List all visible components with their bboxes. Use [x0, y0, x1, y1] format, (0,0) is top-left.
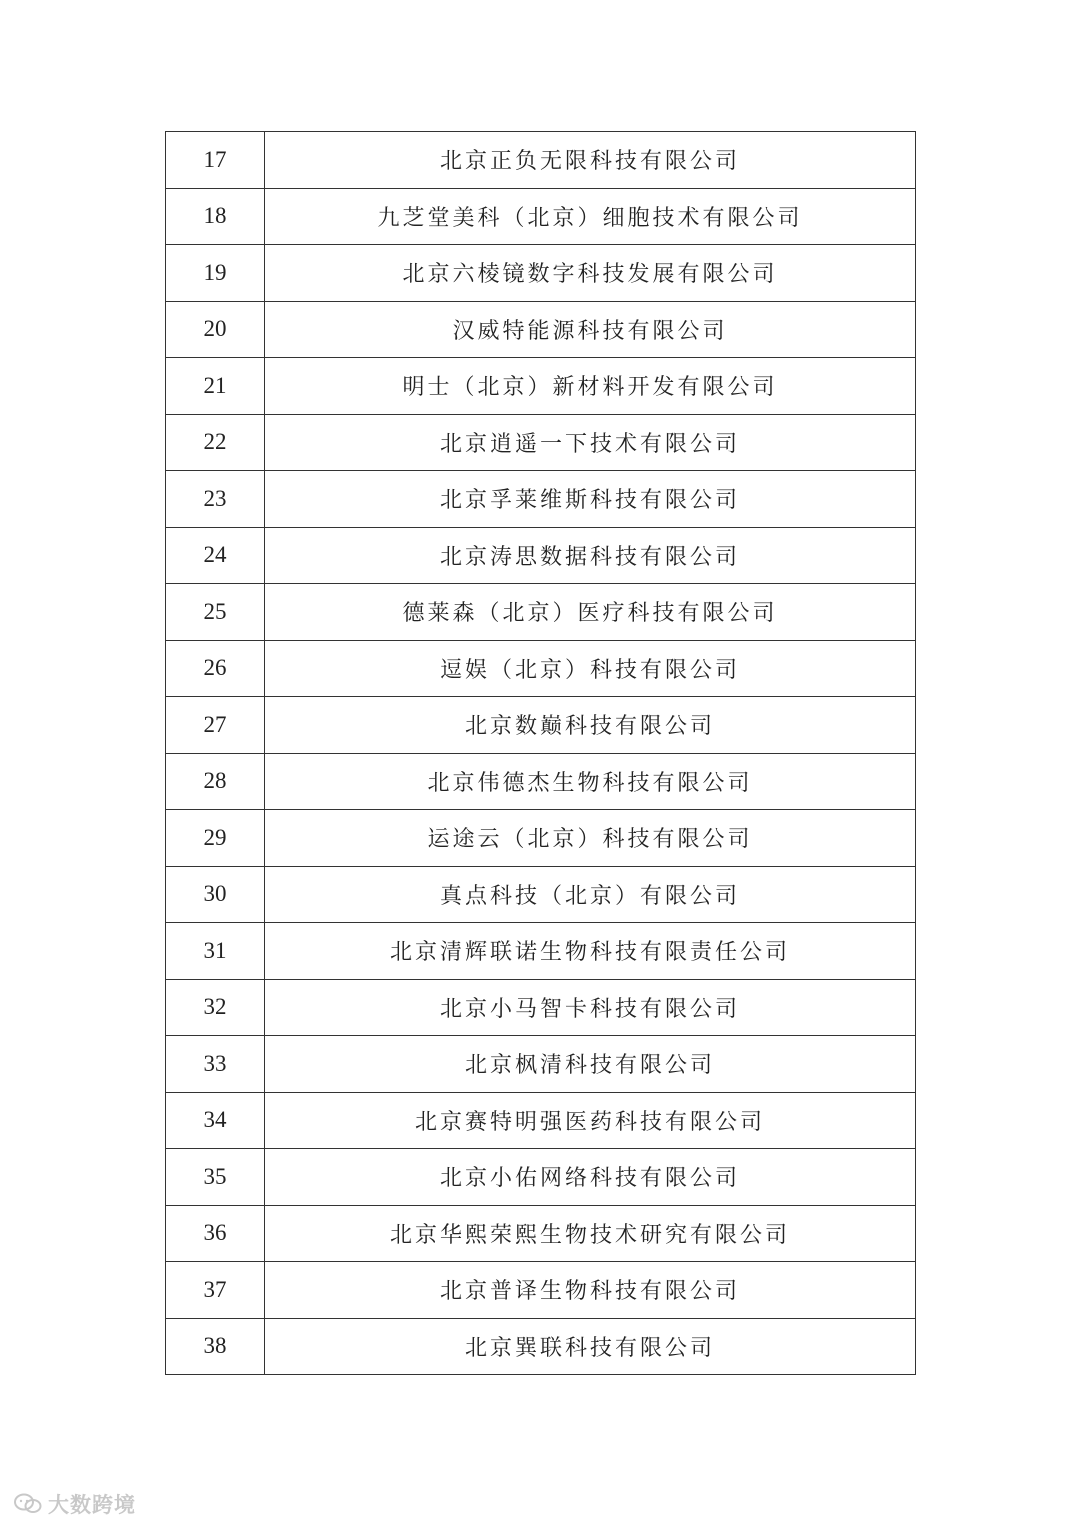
- row-number: 21: [166, 358, 265, 415]
- table-row: [166, 301, 916, 358]
- company-name: 九芝堂美科（北京）细胞技术有限公司: [265, 188, 916, 245]
- table-row: [166, 697, 916, 754]
- table-row: [166, 1036, 916, 1093]
- company-name: 北京普译生物科技有限公司: [265, 1262, 916, 1319]
- company-name: 北京六棱镜数字科技发展有限公司: [265, 245, 916, 302]
- table-row: [166, 1262, 916, 1319]
- row-number: 37: [166, 1262, 265, 1319]
- table-row: [166, 132, 916, 189]
- company-name: 明士（北京）新材料开发有限公司: [265, 358, 916, 415]
- row-number: 17: [166, 132, 265, 189]
- table-row: [166, 358, 916, 415]
- table-row: [166, 188, 916, 245]
- company-name: 北京小佑网络科技有限公司: [265, 1149, 916, 1206]
- watermark-text: 大数跨境: [48, 1493, 136, 1517]
- row-number: 18: [166, 188, 265, 245]
- row-number: 33: [166, 1036, 265, 1093]
- watermark: [14, 1489, 136, 1519]
- row-number: 38: [166, 1318, 265, 1375]
- row-number: 25: [166, 584, 265, 641]
- row-number: 35: [166, 1149, 265, 1206]
- company-list-table: [165, 131, 916, 1375]
- company-name: 真点科技（北京）有限公司: [265, 866, 916, 923]
- company-name: 汉威特能源科技有限公司: [265, 301, 916, 358]
- row-number: 29: [166, 810, 265, 867]
- row-number: 30: [166, 866, 265, 923]
- row-number: 23: [166, 471, 265, 528]
- table-row: [166, 245, 916, 302]
- row-number: 32: [166, 979, 265, 1036]
- company-name: 北京数巅科技有限公司: [265, 697, 916, 754]
- company-name: 北京小马智卡科技有限公司: [265, 979, 916, 1036]
- table-row: [166, 923, 916, 980]
- table-row: [166, 1092, 916, 1149]
- company-name: 北京赛特明强医药科技有限公司: [265, 1092, 916, 1149]
- company-name: 北京伟德杰生物科技有限公司: [265, 753, 916, 810]
- company-name: 北京逍遥一下技术有限公司: [265, 414, 916, 471]
- table-row: [166, 584, 916, 641]
- wechat-logo-icon: [14, 1493, 42, 1515]
- company-name: 德莱森（北京）医疗科技有限公司: [265, 584, 916, 641]
- company-name: 北京孚莱维斯科技有限公司: [265, 471, 916, 528]
- company-name: 北京清辉联诺生物科技有限责任公司: [265, 923, 916, 980]
- row-number: 28: [166, 753, 265, 810]
- row-number: 20: [166, 301, 265, 358]
- row-number: 31: [166, 923, 265, 980]
- company-name: 逗娱（北京）科技有限公司: [265, 640, 916, 697]
- company-name: 北京正负无限科技有限公司: [265, 132, 916, 189]
- company-name: 北京巽联科技有限公司: [265, 1318, 916, 1375]
- row-number: 22: [166, 414, 265, 471]
- company-name: 北京枫清科技有限公司: [265, 1036, 916, 1093]
- row-number: 26: [166, 640, 265, 697]
- table-row: [166, 753, 916, 810]
- company-name: 运途云（北京）科技有限公司: [265, 810, 916, 867]
- company-name: 北京涛思数据科技有限公司: [265, 527, 916, 584]
- table-row: [166, 810, 916, 867]
- table-row: [166, 1318, 916, 1375]
- row-number: 19: [166, 245, 265, 302]
- row-number: 24: [166, 527, 265, 584]
- table-row: [166, 527, 916, 584]
- table-row: [166, 414, 916, 471]
- table-row: [166, 866, 916, 923]
- table-body: [166, 132, 916, 1375]
- table-row: [166, 1205, 916, 1262]
- table-row: [166, 1149, 916, 1206]
- table-row: [166, 640, 916, 697]
- row-number: 27: [166, 697, 265, 754]
- row-number: 34: [166, 1092, 265, 1149]
- row-number: 36: [166, 1205, 265, 1262]
- table-row: [166, 979, 916, 1036]
- company-name: 北京华熙荣熙生物技术研究有限公司: [265, 1205, 916, 1262]
- table-row: [166, 471, 916, 528]
